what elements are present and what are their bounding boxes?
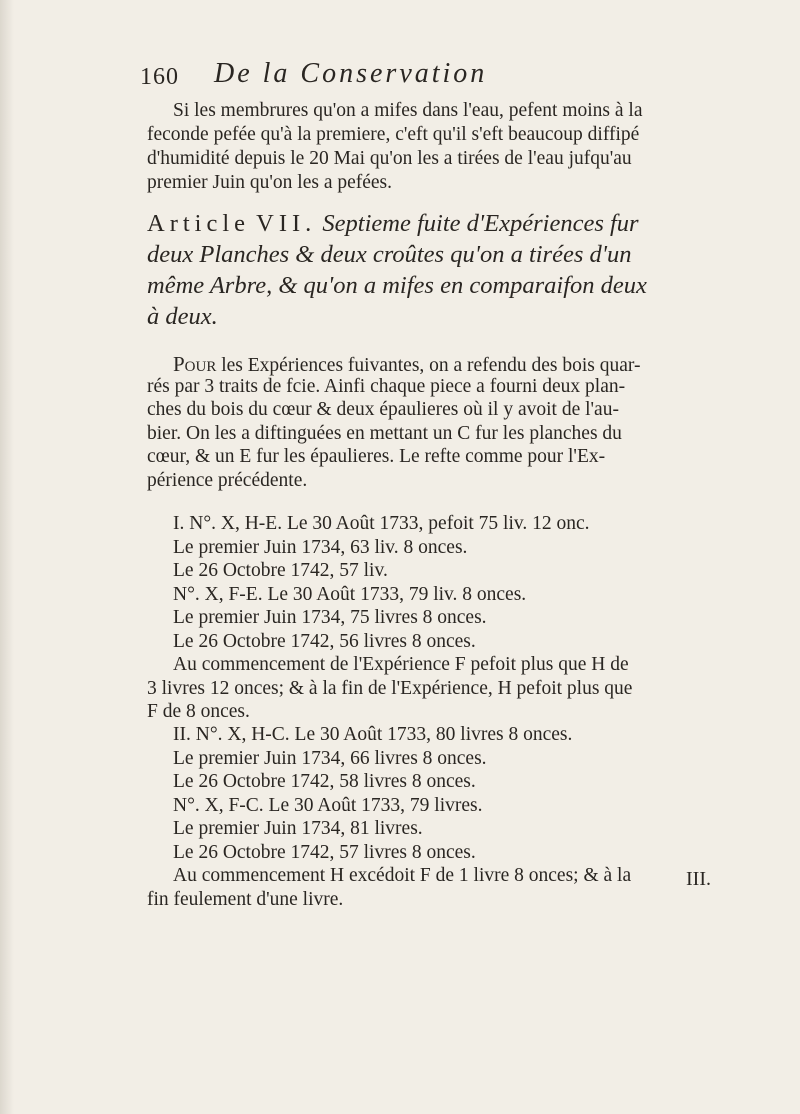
text-line: feconde pefée qu'à la premiere, c'eft qu'il s'eft beaucoup diffipé [147, 124, 640, 145]
text-line: Si les membrures qu'on a mifes dans l'eau, pefent moins à la [173, 100, 643, 121]
page-header [140, 58, 660, 98]
text-line: d'humidité depuis le 20 Mai qu'on les a tirées de l'eau jufqu'au [147, 148, 632, 169]
catchword: III. [686, 868, 711, 890]
entry-line: Le 26 Octobre 1742, 58 livres 8 onces. [173, 771, 476, 792]
experiment-1 [147, 513, 727, 725]
entry-line: Le premier Juin 1734, 81 livres. [173, 818, 423, 839]
entry-line: F de 8 onces. [147, 701, 250, 722]
experiment-2 [147, 724, 727, 912]
article-label: Article [147, 210, 251, 237]
article-title: Septieme fuite d'Expériences fur [322, 210, 639, 237]
article-heading [147, 210, 727, 334]
page-number: 160 [140, 64, 179, 90]
text-line: premier Juin qu'on les a pefées. [147, 172, 393, 193]
text-line: ches du bois du cœur & deux épaulieres où il y avoit de l'au- [147, 399, 619, 420]
article-heading-line: deux Planches & deux croûtes qu'on a tirées d'un [147, 241, 632, 268]
entry-line: Le 26 Octobre 1742, 57 livres 8 onces. [173, 841, 476, 863]
entry-line: 3 livres 12 onces; & à la fin de l'Expérience, H pefoit plus que [147, 677, 633, 699]
article-heading-line: même Arbre, & qu'on a mifes en comparaifon deux [147, 272, 647, 299]
entry-line: Le 26 Octobre 1742, 56 livres 8 onces. [173, 630, 476, 652]
entry-line: Le 26 Octobre 1742, 57 liv. [173, 560, 388, 581]
entry-line: fin feulement d'une livre. [147, 888, 344, 910]
text-line: cœur, & un E fur les épaulieres. Le refte comme pour l'Ex- [147, 446, 606, 467]
entry-line: N°. X, F-C. Le 30 Août 1733, 79 livres. [173, 794, 483, 816]
body-paragraph [147, 352, 727, 493]
entry-line: Au commencement de l'Expérience F pefoit plus que H de [173, 654, 629, 675]
running-title: De la Conservation [214, 58, 488, 89]
article-heading-line [147, 210, 727, 241]
article-heading-line: à deux. [147, 303, 218, 330]
text-line: périence précédente. [147, 469, 308, 491]
entry-line: N°. X, F-E. Le 30 Août 1733, 79 liv. 8 onces. [173, 583, 527, 605]
paragraph-first-word: Pour [173, 352, 217, 376]
entry-line: Au commencement H excédoit F de 1 livre 8 onces; & à la [173, 865, 632, 886]
article-numeral: VII. [256, 210, 317, 237]
lead-paragraph [147, 100, 727, 196]
text-line: rés par 3 traits de fcie. Ainfi chaque piece a fourni deux plan- [147, 375, 626, 397]
text-line: bier. On les a diftinguées en mettant un C fur les planches du [147, 422, 622, 444]
entry-line: Le premier Juin 1734, 75 livres 8 onces. [173, 607, 487, 628]
entry-line: I. N°. X, H-E. Le 30 Août 1733, pefoit 75 liv. 12 onc. [173, 513, 590, 534]
entry-line: II. N°. X, H-C. Le 30 Août 1733, 80 livres 8 onces. [173, 724, 573, 745]
text-line: Pour les Expériences fuivantes, on a refendu des bois quar- [173, 352, 641, 376]
entry-line: Le premier Juin 1734, 63 liv. 8 onces. [173, 536, 468, 558]
entry-line: Le premier Juin 1734, 66 livres 8 onces. [173, 747, 487, 769]
